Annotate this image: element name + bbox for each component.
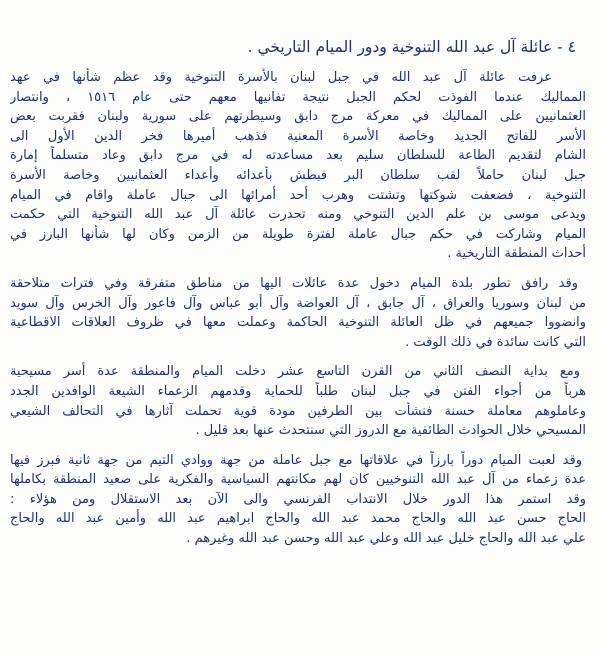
text-line: ويدعى موسى بن علم الدين التنوخي ومنه تحدرت عائلة آل عبد الله التنوخية التي حكمت [10,207,586,223]
text-line: وانضووا جميعهم في ظل العائلة التنوخية الحاكمة وعملت معها في ظروف العلاقات الاقطاعية [10,315,586,331]
text-line: وقد لعبت الميام دوراً بارزاً في علاقاتها مع جبل عاملة من جهة ووادي التيم من جهة ثانية فبرز فيها [10,452,582,468]
paragraph [10,274,586,352]
text-line: ومع بداية النصف الثاني من القرن التاسع عشر دخلت الميام والمنطقة عدة أسر مسيحية [10,364,580,380]
text-line: الميام وشاركت في حكم جبال عاملة لفترة طويلة من الزمن وكان لها شأنها البارز في [10,226,586,242]
text-line: الشام لتقديم الطاعة للسلطان سليم بعد مساعدته له في مرج دابق وعاد متسلماً إمارة [10,148,586,164]
paragraph [10,362,586,440]
text-line: عرفت عائلة آل عبد الله في جبل لبنان بالأسرة التنوخية وقد عظم شأنها في عهد [10,70,552,85]
text-line: وقد رافق تطور بلدة الميام دخول عدة عائلات اليها من مناطق متفرقة وفي فترات متلاحقة [10,275,578,291]
text-line: وعاملوهم معاملة حسنة فنشأت بين الطرفين مودة قوية تحملت آثارها في التحالف الشيعي [10,403,586,419]
paragraph [10,451,586,549]
text-line: علي عبد الله والحاج خليل عبد الله وعلي عبد الله وحسن عبد الله وغيرهم . [186,531,586,547]
paragraph [10,68,586,264]
body-text [10,68,586,549]
text-line: المماليك عندما الفوذت لحكم الجبل نتيجة تفانيها معهم حتى عام ١٥١٦ ، وانتصار [10,89,586,105]
text-line: الحاج حسن عبد الله والحاج محمد عبد الله والحاج ابراهيم عبد الله وأمين عبد الله والحاج [10,511,586,527]
text-line: العثمانيين على المماليك في معركة مرج دابق وسيطرتهم على سورية ولبنان فقربت بعض [10,109,586,125]
text-line: أحداث المنطقة التاريخية . [447,246,586,262]
text-line: جبل لبنان حاملاً لقب سلطان البر فبطش بأعدائه وأعداء العثمانيين وخاصة الأسرة [10,167,586,183]
text-line: هرباً من أجواء الفتن في جبل لبنان طلباً للحماية وقدمهم الزعماء الشيعة الوافدين الجدد [10,383,586,399]
text-line: من لبنان وسوريا والعراق ، آل جابق ، آل العواضة وآل أبو عباس وآل فاعور وآل الخرس وآل سويد [10,295,586,311]
text-line: عدة زعماء من آل عبد الله التنوخيين كان لهم مكانتهم السياسية والفكرية على صعيد المنطقة بكاملها [10,472,586,488]
section-title: ٤ - عائلة آل عبد الله التنوخية ودور الميام التاريخي . [247,38,576,56]
text-line: المسيحي خلال الحوادث الطائفية مع الدروز التي سنتحدث عنها بعد قليل . [195,423,586,439]
text-line: وقد استمر هذا الدور خلال الانتداب الفرنسي والى الآن بعد الاستقلال ومن هؤلاء : [10,491,586,507]
text-line: التي كانت سائدة في ذلك الوقت . [405,334,586,350]
text-line: الأسر للفاتح الجديد وخاصة الأسرة المعنية فذهب أميرها فخر الدين الأول الى [10,128,586,144]
text-line: التنوخية ، فضعفت شوكتها وتشتت وهرب أحد أمرائها الى جبال عاملة واقام في الميام [10,187,586,203]
